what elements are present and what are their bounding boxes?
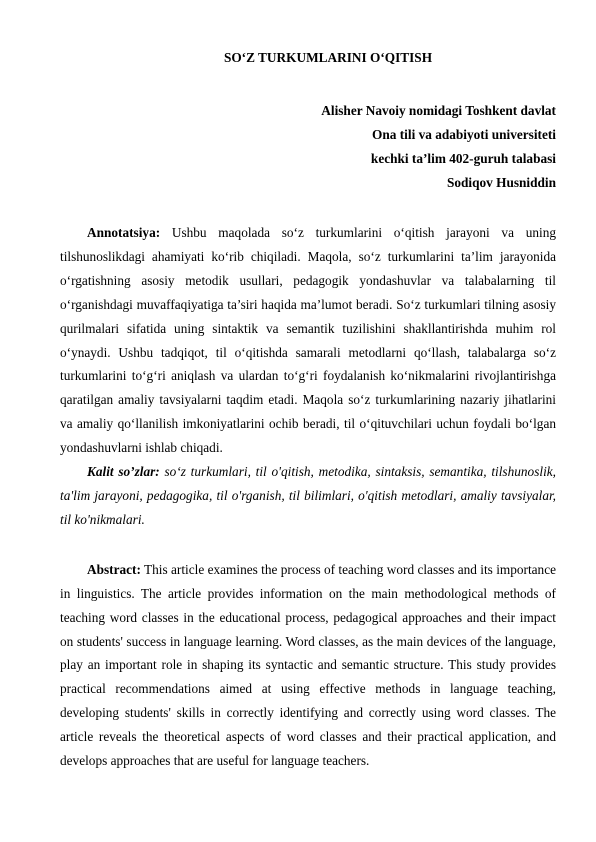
keywords-text: so‘z turkumlari, til o'qitish, metodika, sintaksis, semantika, tilshunoslik, ta'lim jarayoni, pedagogika, til o'rganish, til bilimlari, o'qitish metodlari, amaliy tavsiyalar, til ko'nikmalari. [60, 464, 556, 527]
author-affiliation [60, 99, 556, 195]
article-title: SO‘Z TURKUMLARINI O‘QITISH [223, 50, 433, 65]
annotation-paragraph [60, 221, 556, 460]
affiliation-line-2: Ona tili va adabiyoti universiteti [372, 127, 556, 142]
annotation-label: Annotatsiya: [87, 225, 161, 240]
abstract-text: This article examines the process of teaching word classes and its importance in linguistics. The article provides information on the main methodological methods of teaching word classes in the educational process, pedagogical approaches and their impact on students' success in language learning. Word classes, as the main devices of the language, play an important role in shaping its syntactic and semantic structure. This study provides practical recommendations aimed at using effective methods in language teaching, developing students' skills in correctly identifying and correctly using word classes. The article reveals the theoretical aspects of word classes and their practical application, and develops approaches that are useful for language teachers. [60, 561, 556, 769]
article-page [60, 50, 556, 773]
keywords-label: Kalit so’zlar: [87, 464, 160, 480]
affiliation-line-1: Alisher Navoiy nomidagi Toshkent davlat [321, 103, 556, 118]
abstract-paragraph [60, 558, 556, 773]
author-name: Sodiqov Husniddin [446, 175, 556, 190]
abstract-label: Abstract: [87, 561, 141, 577]
affiliation-line-3: kechki ta’lim 402-guruh talabasi [370, 151, 556, 166]
keywords-paragraph [60, 460, 556, 532]
annotation-text: Ushbu maqolada so‘z turkumlarini o‘qitish jarayoni va uning tilshunoslikdagi ahamiyati ko‘rib chiqiladi. Maqola, so‘z turkumlarini ta’lim jarayonida o‘rgatishning asosiy metodik usullari, pedagogik yondashuvlar va talabalarning til o‘rganishdagi muvaffaqiyatiga ta’siri haqida ma’lumot beradi. So‘z turkumlari tilning asosiy qurilmalari sifatida uning sintaktik va semantik tuzilishini shakllantirishda muhim rol o‘ynaydi. Ushbu tadqiqot, til o‘qitishda samarali metodlarni qo‘llash, talabalarga so‘z turkumlarini to‘g‘ri aniqlash va ulardan to‘g‘ri foydalanish ko‘nikmalarini rivojlantirishga qaratilgan amaliy tavsiyalarni taqdim etadi. Maqola so‘z turkumlarining nazariy jihatlarini va amaliy qo‘llanilish imkoniyatlarini ochib beradi, til o‘qituvchilari uchun foydali bo‘lgan yondashuvlarni ishlab chiqadi. [60, 225, 556, 456]
